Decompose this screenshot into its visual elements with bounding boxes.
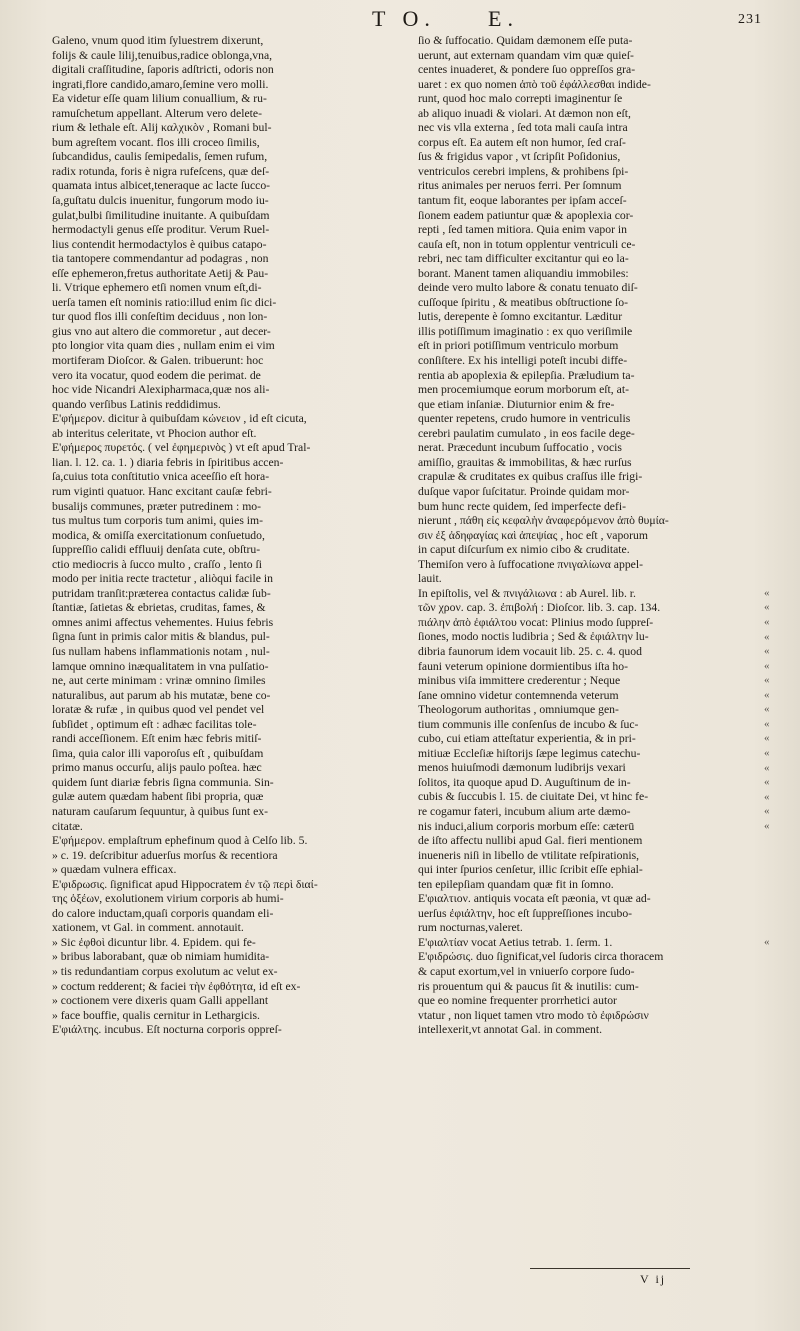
right-column-line: eſt in priori potiſſimum ventriculo morbum xyxy=(418,339,619,353)
margin-quote-mark: « xyxy=(764,936,770,949)
margin-quote-mark: « xyxy=(764,746,770,759)
right-column-line: duſque vapor ſuſcitatur. Proinde quidam mor- xyxy=(418,484,630,498)
margin-quote-mark: « xyxy=(764,659,770,672)
right-column-line: borant. Manent tamen aliquandiu immobiles: xyxy=(418,266,629,280)
left-column-line: ſa,guſtatu dulcis inuenitur, fungorum modo iu- xyxy=(52,194,269,208)
right-column-line: cubis & ſuccubis l. 15. de ciuitate Dei, vt hinc fe- xyxy=(418,790,649,804)
left-column-line: » c. 19. deſcribitur aduerſus morſus & recentiora xyxy=(52,848,278,862)
left-column-line: ſubſidet , optimum eſt : adhæc facilitas tole- xyxy=(52,717,257,731)
right-column-line: ritus animales per neruos ferri. Per ſomnum xyxy=(418,179,622,193)
right-column-line: men procemiumque eorum morborum eſt, at- xyxy=(418,383,629,397)
right-column-line: ſiones, modo noctis ludibria ; Sed & ἐφιάλτην lu- xyxy=(418,630,649,644)
left-column-line: hoc vide Nicandri Alexipharmaca,quæ nos ali- xyxy=(52,383,270,397)
right-column-line: nierunt , πάθη εἰς κεφαλὴν ἀναφερόμενον ἀπὸ θυμία- xyxy=(418,514,669,528)
margin-quote-mark: « xyxy=(764,601,770,614)
margin-quote-mark: « xyxy=(764,674,770,687)
left-column-line: tus multus tum corporis tum animi, quies im- xyxy=(52,514,264,528)
right-column-line: E'φιδρώσις. duo ſignificat,vel ſudoris circa thoracem xyxy=(418,950,664,964)
margin-quote-mark: « xyxy=(764,616,770,628)
margin-quote-mark: « xyxy=(764,688,770,701)
running-head xyxy=(0,6,800,36)
right-column-line: deinde vero multo labore & conatu tenuato diſ- xyxy=(418,281,638,295)
running-head-right: E. xyxy=(488,6,519,31)
right-column-line: fauni veterum opinione dormientibus iſta ho- xyxy=(418,659,629,673)
left-column-line: ſus nullam habens inflammationis notam , nul- xyxy=(52,644,270,658)
footer-rule xyxy=(530,1268,690,1269)
left-column-line: randi acceſſionem. Eſt enim hæc febris mitiſ- xyxy=(52,732,262,746)
left-column-line: tia tantopere commendantur ad podagras , non xyxy=(52,252,269,266)
right-column-line: πιάλην ἀπὸ ἐφιάλτου vocat: Plinius modo ſuppreſ- xyxy=(418,615,654,629)
right-column-line: tium communis ille conſenſus de incubo & ſuc- xyxy=(418,717,639,731)
left-column-line: folijs & caule lilij,tenuibus,radice oblonga,vna, xyxy=(52,48,273,62)
left-column-line: Galeno, vnum quod itim ſyluestrem dixerunt, xyxy=(52,34,264,47)
left-column-line: gulat,bulbi ſimilitudine inuitante. A quibuſdam xyxy=(52,208,270,222)
left-column-line: » face bouffie, qualis cernitur in Lethargicis. xyxy=(52,1008,260,1022)
margin-quote-mark: « xyxy=(764,761,770,774)
right-column-line: & caput exortum,vel in vniuerſo corpore ſudo- xyxy=(418,965,635,978)
right-column-line: lauit. xyxy=(418,572,442,586)
right-column-line: ſane omnino videtur contemnenda veterum xyxy=(418,688,619,702)
left-column-line: digitali craſſitudine, ſaporis adſtricti, odoris non xyxy=(52,63,274,77)
left-column-line: lian. l. 12. ca. 1. ) diaria febris in ſpiritibus accen- xyxy=(52,455,284,469)
right-column-line: cuſſoque ſpiritu , & meatibus obſtructione ſo- xyxy=(418,295,629,309)
left-column-line: E'φήμερον. emplaſtrum ephefinum quod à Celſo lib. 5. xyxy=(52,834,308,848)
left-column-line: της ὀξέων, exolutionem virium corporis ab humi- xyxy=(52,892,284,906)
left-column-line: » Sic ἐφθοὶ dicuntur libr. 4. Epidem. qui fe- xyxy=(52,935,256,949)
right-column-line: ſio & ſuffocatio. Quidam dæmonem eſſe puta- xyxy=(418,34,633,47)
margin-quote-mark: « xyxy=(764,703,770,716)
page-number: 231 xyxy=(738,12,762,27)
right-column-line: in caput diſcurſum ex nimio cibo & cruditate. xyxy=(418,543,630,557)
right-column-line: τῶν χρον. cap. 3. ἐπιβολή : Dioſcor. lib. 3. cap. 134. xyxy=(418,601,661,615)
right-column-line: rebri, nec tam difficulter excitantur qui eo la- xyxy=(418,252,629,266)
left-column-line: uerſa tamen eſt nominis ratio:illud enim ſic dici- xyxy=(52,295,277,309)
right-column-line: inueneris niſi in libello de vtilitate reſpirationis, xyxy=(418,848,640,862)
margin-quote-mark: « xyxy=(764,586,770,599)
left-column-line: ſigna ſunt in primis calor mitis & blandus, pul- xyxy=(52,630,270,644)
margin-quote-mark: « xyxy=(764,805,770,818)
left-column-line: citatæ. xyxy=(52,819,83,833)
right-column-line: intellexerit,vt annotat Gal. in comment. xyxy=(418,1023,603,1037)
left-column-line: hermodactyli genus eſſe proditur. Verum Ruel- xyxy=(52,223,270,237)
signature-mark: V ij xyxy=(640,1272,667,1286)
margin-quote-mark: « xyxy=(764,630,770,643)
left-column-line: busalijs communes, præter putredinem : mo- xyxy=(52,499,262,513)
right-column-line: corpus eſt. Ea autem eſt non humor, ſed craſ- xyxy=(418,135,626,149)
left-column-line: pto longior vita quam dies , nullam enim ei vim xyxy=(52,339,275,353)
left-column-line: » quædam vulnera efficax. xyxy=(52,863,177,877)
right-column-line: repti , ſed tamen mitiora. Quia enim vapor in xyxy=(418,223,628,237)
right-column-line: runt, quod hoc malo correpti imaginentur ſe xyxy=(418,92,623,106)
left-column-line: omnes animi affectus vehementes. Huius febris xyxy=(52,615,274,629)
left-column-line: ab interitus celeritate, vt Phocion author eſt. xyxy=(52,426,257,440)
right-column-line: ten epilepſiam quandam quæ fit in ſomno. xyxy=(418,877,614,891)
right-column-line: ris prouentum qui & paucus ſit & inutilis: cum- xyxy=(418,979,639,993)
right-column-line: E'φιαλτίαν vocat Aetius tetrab. 1. ſerm. 1. xyxy=(418,935,613,949)
right-column-line: minibus viſa immittere crederentur ; Neque xyxy=(418,674,621,688)
right-column-line: que eo nomine frequenter prorrhetici autor xyxy=(418,994,617,1008)
margin-quote-mark: « xyxy=(764,645,770,658)
right-column-line: nec vis vlla externa , ſed tota mali cauſa intra xyxy=(418,121,628,135)
right-column-line: vtatur , non liquet tamen vtro modo τὸ ἐφιδρώσιν xyxy=(418,1008,649,1022)
left-column-line: modo per initia recte tractetur , aliòqui facile in xyxy=(52,572,273,586)
right-column-line: Theologorum authoritas , omniumque gen- xyxy=(418,703,619,717)
left-column-line: E'φιάλτης. incubus. Eſt nocturna corporis oppreſ- xyxy=(52,1023,282,1037)
right-column-line: lutis, derepente è ſomno excitantur. Læditur xyxy=(418,310,623,324)
right-column xyxy=(418,34,762,1038)
left-column-line: gius vno aut altero die commoretur , aut decer- xyxy=(52,324,271,338)
left-column-line: primo manus occurſu, alijs paulo poſtea. hæc xyxy=(52,761,262,775)
right-column-line: de iſto affectu nullibi apud Gal. fieri mentionem xyxy=(418,834,643,848)
left-column-line: radix rotunda, foris è nigra rufeſcens, quæ deſ- xyxy=(52,164,270,178)
right-column-line: ſolitos, ita quoque apud D. Auguſtinum de in- xyxy=(418,775,631,789)
right-column-line: centes inuaderet, & pondere ſuo oppreſſos gra- xyxy=(418,63,636,77)
left-column-line: » coctionem vere dixeris quam Galli appellant xyxy=(52,994,269,1008)
left-column-line: ſa,cuius tota conſtitutio vnica aceeſſio eſt hora- xyxy=(52,470,270,484)
right-column-line: illis potiſſimum imaginatio : ex quo veriſimile xyxy=(418,324,633,338)
left-column-line: tur quod flos illi conſeſtim deciduus , non lon- xyxy=(52,310,268,324)
right-column-line: dibria faunorum idem vocauit lib. 25. c. 4. quod xyxy=(418,644,642,658)
left-column-line: ramuſchetum appellant. Alterum vero delete- xyxy=(52,106,262,120)
left-column-line: lamque omnino inæqualitatem in vna pulſatio- xyxy=(52,659,269,673)
right-column-line: In epiſtolis, vel & πνιγάλιωνα : ab Aurel. lib. r. xyxy=(418,586,636,600)
left-column-line: vero ita vocatur, quod eodem die perimat. de xyxy=(52,368,261,382)
right-column-line: nis induci,alium corporis morbum eſſe: cæterū xyxy=(418,819,635,833)
left-column-line: ſtantiæ, ſatietas & ebrietas, cruditas, fames, & xyxy=(52,601,266,615)
left-column-line: putridam tranſit:præterea contactus calidæ ſub- xyxy=(52,586,271,600)
right-column-line: ventriculos cerebri implens, & prohibens ſpi- xyxy=(418,164,629,178)
left-column-line: naturalibus, aut parum ab his mutatæ, bene co- xyxy=(52,688,271,702)
left-column-line: bum agreſtem vocant. flos illi croceo ſimilis, xyxy=(52,135,260,149)
right-column-line: σιν ἐξ ἀδηφαγίας καὶ ἀπεψίας , hoc eſt , vaporum xyxy=(418,528,648,542)
left-column-line: do calore inductam,quaſi corporis quandam eli- xyxy=(52,906,274,920)
right-column-line: amiſſio, grauitas & immobilitas, & hæc rurſus xyxy=(418,455,632,469)
right-column-line: mitiuæ Eccleſiæ hiſtorijs ſæpe legimus catechu- xyxy=(418,746,641,760)
left-column-line: rum viginti quatuor. Hanc excitant cauſæ febri- xyxy=(52,484,272,498)
left-column-line: E'φήμερον. dicitur à quibuſdam κώνειον , id eſt cicuta, xyxy=(52,412,307,426)
left-column-line: quidem ſunt diariæ febris ſigna communia. Sin- xyxy=(52,775,274,789)
left-column-line: lius contendit hermodactylos è quibus catapo- xyxy=(52,237,267,251)
left-column-line: » coctum redderent; & faciei τὴν ἐφθότητα, id eſt ex- xyxy=(52,979,301,993)
left-column-line: gulæ autem quædam habent ſibi propria, quæ xyxy=(52,790,264,804)
left-column-line: eſſe ephemeron,fretus authoritate Aetij & Pau- xyxy=(52,266,269,280)
running-head-left: T O. xyxy=(372,6,436,31)
right-column-line: bum hunc recte quidem, ſed imperfecte defi- xyxy=(418,499,627,513)
margin-quote-mark: « xyxy=(764,776,770,789)
margin-quote-mark: « xyxy=(764,732,770,745)
right-column-line: ſionem eadem patiuntur quæ & apoplexia cor- xyxy=(418,208,634,222)
right-column-line: conſiſtere. Ex his intelligi poteſt incubi diffe- xyxy=(418,354,628,368)
left-column-line: quamata intus albicet,teneraque ac lacte ſucco- xyxy=(52,179,271,193)
right-column-line: rum nocturnas,valeret. xyxy=(418,921,523,935)
right-column-line: E'φιαλτιον. antiquis vocata eſt pæonia, vt quæ ad- xyxy=(418,892,651,906)
right-column-line: re cogamur fateri, incubum alium arte dæmo- xyxy=(418,804,631,818)
margin-quote-mark: « xyxy=(764,717,770,730)
left-column-line: ctio mediocris à ſucco multo , craſſo , lento ſi xyxy=(52,557,262,571)
margin-quote-mark: « xyxy=(764,819,770,832)
left-column-line: mortiferam Dioſcor. & Galen. tribuerunt: hoc xyxy=(52,354,264,368)
right-column-line: qui inter ſpurios cenſetur, illic ſcribit eſſe ephial- xyxy=(418,863,643,877)
right-column-line: cerebri paulatim cumulato , in eos facile dege- xyxy=(418,426,635,440)
left-column-line: xationem, vt Gal. in comment. annotauit. xyxy=(52,921,244,935)
left-column-line: naturam cauſarum ſequuntur, à quibus ſunt ex- xyxy=(52,804,269,818)
right-column-line: Themiſon vero à ſuffocatione πνιγαλίωνα appel- xyxy=(418,557,643,571)
left-column-line: modica, & omiſſa exercitationum conſuetudo, xyxy=(52,528,265,542)
left-column-line: ſuppreſſio calidi effluuij denſata cute, obſtru- xyxy=(52,543,261,557)
margin-quote-mark: « xyxy=(764,790,770,803)
right-column-line: uerſus ἐφιάλτην, hoc eſt ſuppreſſiones incubo- xyxy=(418,906,633,920)
right-column-line: ſus & frigidus vapor , vt ſcripſit Poſidonius, xyxy=(418,150,621,164)
right-column-line: quenter repetens, crudo humore in ventriculis xyxy=(418,412,631,426)
left-column xyxy=(52,34,392,1038)
right-column-line: menos huiuſmodi dæmonum ludibrijs vexari xyxy=(418,761,626,775)
right-column-line: uaret : ex quo nomen ἀπὸ τοῦ ἐφάλλεσθαι indide- xyxy=(418,77,651,91)
left-column-line: rium & lethale eſt. Alij καλχικòν , Romani bul- xyxy=(52,121,272,135)
right-column-line: ab aliquo inuadi & violari. At dæmon non eſt, xyxy=(418,106,631,120)
left-column-line: ſima, quia calor illi vaporoſus eſt , quibuſdam xyxy=(52,746,264,760)
right-column-line: rentia ab apoplexia & epilepſia. Præludium ta- xyxy=(418,368,635,382)
right-column-line: que etiam inſaniæ. Diuturnior enim & fre- xyxy=(418,397,615,411)
right-column-line: uerunt, aut externam quandam vim quæ quieſ- xyxy=(418,48,634,62)
right-column-line: tantum fit, eoque laborantes per ipſam acceſ- xyxy=(418,194,627,208)
right-column-line: crapulæ & cruditates ex quibus craſſus ille frigi- xyxy=(418,470,643,484)
right-column-line: cauſa eſt, non in totum opplentur ventriculi ce- xyxy=(418,237,636,251)
left-column-line: » tis redundantiam corpus exolutum ac velut ex- xyxy=(52,965,278,978)
left-column-line: E'φιδρωσις. ſignificat apud Hippocratem ἐν τῷ περὶ διαί- xyxy=(52,877,318,891)
left-column-line: Ea videtur eſſe quam lilium conuallium, & ru- xyxy=(52,92,267,106)
left-column-line: ingrati,flore candido,amaro,ſemine vero molli. xyxy=(52,77,269,91)
left-column-line: loratæ & rufæ , in quibus quod vel pendet vel xyxy=(52,703,265,717)
left-column-line: E'φήμερος πυρετός. ( vel ἐφημερινὸς ) vt eſt apud Tral- xyxy=(52,441,311,455)
left-column-line: li. Vtrique ephemero etſi nomen vnum eſt,di- xyxy=(52,281,262,295)
left-column-line: ne, aut certe minimam : vrinæ omnino ſimiles xyxy=(52,674,266,688)
left-column-line: quando verſibus Latinis reddidimus. xyxy=(52,397,221,411)
right-column-line: nerat. Præcedunt incubum ſuffocatio , vocis xyxy=(418,441,622,455)
left-column-line: » bribus laborabant, quæ ob nimiam humidita- xyxy=(52,950,270,964)
left-column-line: ſubcandidus, caulis ſemipedalis, ſemen rufum, xyxy=(52,150,268,164)
right-column-line: cubo, cui etiam atteſtatur experientia, & in pri- xyxy=(418,732,636,746)
